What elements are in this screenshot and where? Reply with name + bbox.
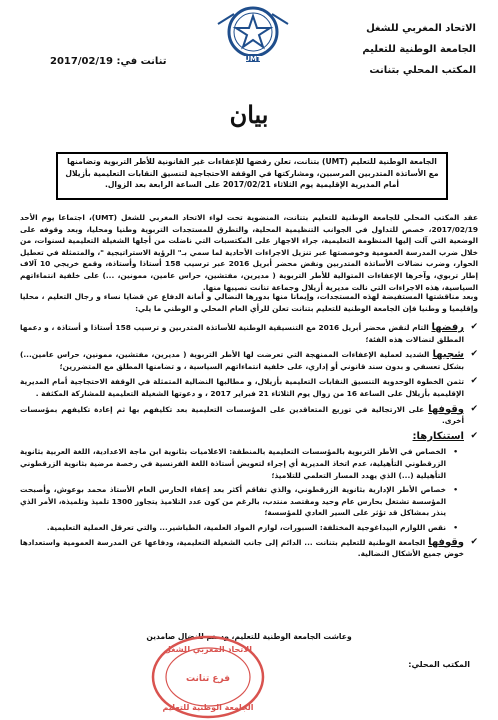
list-item [20, 376, 478, 399]
stamp-bottom-text: الجامعة الوطنية للتعليم [162, 703, 254, 712]
check-icon: ✔ [470, 349, 478, 360]
check-icon: ✔ [470, 403, 478, 414]
paragraph-context: عقد المكتب المحلي للجامعة الوطنية للتعليم بتنانت، المنضوية تحت لواء الاتحاد المغربي للشغل (UMT)، اجتماعا يوم الأحد 2017/02/19، خصص للتداول في الجوانب التنظيمية المحلية، والتطرق للمستجدات التربوية وطنيا ومحليا، وبعد وقوفه على الوضعية التي آلت إليها المنظومة التعليمية، جراء الاجهاز على المكتسبات التي ناضلت من أجلها الشغيلة التعليمية لسنوات، من خلال ضرب المدرسة العمومية وخوصصتها عبر تنزيل الاجراءات الأحادية لما سمي بـ" الرؤية الاستراتيجية "، والمتمثلة في تعطيل الحوار، وضرب نضالات الأساتذة المتدربين ونقض محضر أبريل 2016 عبر ترسيب 158 أستاذا وأستاذة، وقمع خريجي 10 آلاف إطار تربوي، وآخرها الإعفاءات المتوالية للأطر التربوية ( مديرين، مفتشين، حراس عامين، ممونين، ...) على خلفية انتماءاتهم السياسية، هذه الاجراءات التي نالت مديرية أزيلال وجماعة تنانت نصيبها منها. [20, 213, 479, 292]
item-text: الشديد لعملية الإعفاءات الممنهجة التي تعرضت لها الأطر التربوية ( مديرين، مفتشين، ممونين، حراس عامين...) بشكل تعسفي و بدون سند قانوني أو إداري، على خلفية انتماءاتهم السياسية ، و تضامنها المطلق مع المتضررين؛ [20, 350, 464, 371]
list-item [20, 349, 478, 372]
document-date: تنانت في: 2017/02/19 [50, 56, 167, 67]
check-icon: ✔ [470, 536, 478, 547]
item-text: التام لنقض محضر أبريل 2016 مع التنسيقية الوطنية للأساتذة المتدربين و ترسيب 158 أستاذا و أستاذة ، و دعمها المطلق لنضالات هذه الفئة؛ [20, 323, 464, 344]
sub-list-item [20, 484, 458, 519]
closing-line: وعاشت الجامعة الوطنية للتعليم، ودمتم للنضال صامدين [146, 632, 352, 641]
letterhead [326, 18, 476, 81]
list-item [20, 322, 478, 345]
sub-item-text: خصاص الأطر الإدارية بثانوية الزرقطوني، والذي تفاقم أكثر بعد إعفاء الحارس العام الأستاذ محمد بوعوش، وأصبحت المؤسسة تشتغل بحارس عام وحيد ومقتصد منتدب، بالرغم من كون عدد التلاميذ يتجاوز 1300 تلميذ وتلميذة، الأمر الذي ينذر بمشاكل قد تؤثر على السير العادي للمؤسسة؛ [20, 485, 446, 518]
item-keyword: وقوفها [428, 536, 464, 548]
bullet-icon: • [453, 522, 458, 532]
check-icon: ✔ [470, 322, 478, 332]
official-stamp [150, 634, 266, 720]
declaration-list [20, 322, 478, 564]
sub-list-item [20, 446, 458, 481]
item-text: على الارتجالية في توزيع المتعاقدين على المؤسسات التعليمية بعد تكليفهم بها ثم إعادة تكليفهم بمؤسسات أخرى. [20, 404, 464, 426]
sub-item-text: نقص اللوازم البيداغوجية المختلفة: السبورات، لوازم المواد العلمية، الطباشير... والتي تعرقل العملية التعليمية. [46, 522, 446, 532]
bullet-icon: • [453, 485, 458, 495]
signature-label: المكتب المحلي: [408, 660, 470, 669]
federation-name: الجامعة الوطنية للتعليم [362, 44, 476, 55]
intro-box: الجامعة الوطنية للتعليم (UMT) بتنانت، تعلن رفضها للإعفاءات غير القانونية للأطر التربوية وتضامنها مع الأساتذة المتدربين المرسبين، ومشاركتها في الوقفة الاحتجاجية لتنسيق النقابات التعليمية بأزيلال أمام المديرية الإقليمية يوم الثلاثاء 2017/02/21 على الساعة الرابعة بعد الزوال. [56, 152, 448, 200]
subheading: استنكارها: [412, 430, 464, 442]
sub-list [20, 446, 458, 533]
item-keyword: وقوفها [428, 403, 464, 415]
check-icon: ✔ [470, 430, 478, 441]
check-icon: ✔ [470, 376, 478, 387]
stamp-center-text: فرع تنانت [185, 674, 231, 684]
office-name: المكتب المحلي بتنانت [369, 65, 476, 76]
bullet-icon: • [453, 447, 458, 457]
list-item [20, 404, 478, 427]
umt-logo [198, 2, 308, 68]
item-keyword: شجبها [432, 349, 464, 361]
stamp-outer-text: الاتحاد المغربي للشغل [164, 645, 252, 654]
logo-text: UMT [244, 55, 262, 63]
document-title: بيان [229, 100, 269, 129]
paragraph-declaration: وبعد مناقشتها المستفيضة لهذه المستجدات، وإيمانا منها بدورها النضالي و أمانة الدفاع عن قضايا نساء و رجال التعليم ، محليا وإقليميا و وطنيا فإن الجامعة الوطنية للتعليم بتنانت تعلن للرأي العام المحلي و الوطني ما يلي: [20, 292, 478, 313]
subheading-item [20, 431, 478, 443]
sub-item-text: الخصاص في الأطر التربوية بالمؤسسات التعليمية بالمنطقة: الاعلاميات بثانوية ابن ماجة الاعدادية، اللغة العربية بثانوية الزرقطوني التأهيلية، عدم اتخاذ المديرية أي إجراء لتعويض أستاذة اللغة الفرنسية في رخصة مرضية بثانوية الزرقطوني التأهيلية (...) الذي يهدد المسار التعلمي للتلاميذ؛ [20, 447, 446, 480]
item-text: تثمن الخطوة الوحدوية التنسيق النقابات التعليمية بأزيلال، و مطالبها النضالية المتمثلة في الوقفة الاحتجاجية أمام المديرية الإقليمية بأزيلال على الساعة 16 من زوال يوم الثلاثاء 21 فبراير 2017 ، و دعوتها الشغيلة التعليمية للمشاركة المكثفة . [20, 377, 464, 398]
list-item [20, 537, 478, 560]
item-keyword: رفضها [431, 322, 464, 333]
sub-list-item [20, 522, 458, 534]
union-name: الاتحاد المغربي للشغل [366, 23, 476, 34]
item-text: الجامعة الوطنية للتعليم بتنانت ... الدائم إلى جانب الشغيلة التعليمية، ودفاعها عن المدرسة العمومية واستعدادها خوض جميع الأشكال النضالية. [20, 537, 464, 559]
